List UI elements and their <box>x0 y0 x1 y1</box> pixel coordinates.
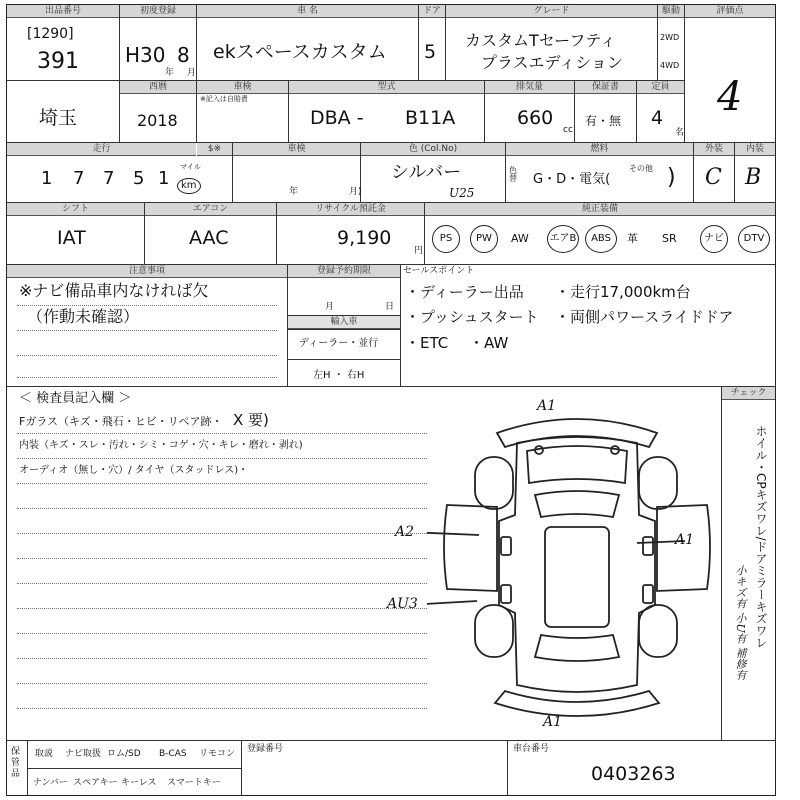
handle-side: 左H ・ 右H <box>313 370 365 381</box>
equip-sr: SR <box>662 232 677 245</box>
equipment-label: 純正装備 <box>425 203 775 216</box>
storage-item: 取説 <box>35 749 54 759</box>
fuel-value: G・D・電気( <box>533 172 611 187</box>
storage-item: キーレス <box>121 778 157 788</box>
grade-line2: プラスエディション <box>481 53 623 72</box>
inspection-label: 車検 <box>233 143 360 156</box>
color-name: シルバー <box>391 162 462 183</box>
tsuki-label: 月 <box>187 68 197 78</box>
equip-ps: PS <box>432 225 460 253</box>
exterior-value: C <box>705 165 722 190</box>
shift-value: IAT <box>57 227 86 249</box>
drive-label: 駆動 <box>658 5 684 18</box>
equip-leather: 革 <box>627 232 638 245</box>
storage-item: ナビ取扱 <box>65 749 102 759</box>
notes-line2: （作動未確認） <box>27 307 140 326</box>
doors-label: ドア <box>419 5 445 18</box>
mileage-unit-top: マイル <box>180 163 201 171</box>
ac-value: AAC <box>189 227 229 249</box>
western-year-label: 西暦 <box>120 81 196 94</box>
lot-label: 出品番号 <box>7 5 119 18</box>
inspection-tsuki: 月) <box>349 187 362 197</box>
interior-value: B <box>745 165 762 190</box>
check-label: チェック <box>722 387 775 400</box>
year-label: 初度登録 <box>120 5 196 18</box>
equip-airbag: エアB <box>547 225 579 253</box>
recycle-unit: 円 <box>414 246 424 256</box>
ac-label: エアコン <box>145 203 276 216</box>
audio-line: オーディオ（無し・穴）/ タイヤ（スタッドレス)・ <box>19 465 249 476</box>
exterior-label: 外装 <box>694 143 734 156</box>
storage-item: B-CAS <box>159 749 187 759</box>
reg-period-label: 登録予約期限 <box>288 265 400 278</box>
fuel-close: ) <box>667 165 676 190</box>
sales-point: ・走行17,000km台 <box>555 283 691 301</box>
storage-item: スペアキー <box>73 778 118 788</box>
shift-label: シフト <box>7 203 144 216</box>
color-side: 色替 <box>509 166 517 183</box>
sales-point: ・AW <box>469 334 509 352</box>
mileage-digit: 1 <box>41 168 53 189</box>
recycle-value: 9,190 <box>337 227 392 249</box>
interior-line: 内装（キズ・スレ・汚れ・シミ・コゲ・穴・キレ・磨れ・剥れ) <box>19 440 303 451</box>
mileage-digit: 1 <box>158 168 170 189</box>
check-note-2: 小キズ有 小U有 補修有 <box>734 565 747 681</box>
dealer-parallel: ディーラー・並行 <box>299 338 379 349</box>
damage-mark-right: A1 <box>675 532 695 548</box>
warranty-label: 保証書 <box>575 81 636 94</box>
fuel-other: その他 <box>629 164 653 173</box>
drive-2wd: 2WD <box>660 33 680 42</box>
sales-point: ・ディーラー出品 <box>405 283 524 301</box>
glass-line: Fガラス（キズ・飛石・ヒビ・リペア跡・ <box>19 415 223 428</box>
model-prefix: DBA - <box>310 107 364 129</box>
sales-point: ・ETC <box>405 334 449 352</box>
color-code: U25 <box>449 186 475 200</box>
period-label: 車検 <box>197 81 288 94</box>
lot-number: 391 <box>37 49 79 74</box>
damage-mark-left-front: A2 <box>395 524 415 540</box>
mileage-unit: km <box>177 178 201 194</box>
doors: 5 <box>424 41 437 63</box>
seats: 4 <box>651 107 664 129</box>
equip-navi: ナビ <box>700 225 728 253</box>
region: 埼玉 <box>39 107 78 129</box>
import-label: 輸入車 <box>288 316 400 329</box>
auction-sheet <box>6 4 776 796</box>
recycle-label: リサイクル預託金 <box>277 203 424 216</box>
model-label: 型式 <box>289 81 484 94</box>
damage-mark-front: A1 <box>537 398 557 414</box>
replace-label: $※ <box>197 143 232 156</box>
seats-label: 定員 <box>637 81 684 94</box>
western-year: 2018 <box>137 111 178 130</box>
drive-4wd: 4WD <box>660 61 680 70</box>
sales-label: セールスポイント <box>403 266 475 276</box>
color-label: 色 (Col.No) <box>361 143 505 156</box>
storage-item: スマートキー <box>167 778 221 788</box>
grade-label: グレード <box>446 5 657 18</box>
period-sub: ※記入は自賠責 <box>200 95 248 103</box>
sales-point: ・両側パワースライドドア <box>555 308 734 326</box>
equip-abs: ABS <box>585 225 617 253</box>
era-year: H30 <box>125 43 166 67</box>
reg-month: 8 <box>177 43 190 67</box>
sales-point: ・プッシュスタート <box>405 308 539 326</box>
check-note-1: ホイル・CPキズワレ/ドアミラーキズワレ <box>754 425 768 649</box>
score-value: 4 <box>717 74 743 120</box>
reg-day-label: 日 <box>385 302 395 312</box>
equip-dtv: DTV <box>738 225 770 253</box>
cc: 660 <box>517 107 554 129</box>
car-name: ekスペースカスタム <box>213 41 387 63</box>
mileage-digit: 5 <box>133 168 145 189</box>
glass-mark: X 要) <box>233 411 269 429</box>
fuel-label: 燃料 <box>506 143 693 156</box>
notes-label: 注意事項 <box>7 265 287 278</box>
reg-month-label: 月 <box>325 302 335 312</box>
nen-label: 年 <box>165 68 175 78</box>
storage-item: リモコン <box>199 749 236 759</box>
inspector-title: ＜ 検査員記入欄 ＞ <box>19 391 132 406</box>
reg-number-label: 登録番号 <box>247 744 284 754</box>
chassis-label: 車台番号 <box>513 744 550 754</box>
warranty: 有・無 <box>585 114 622 128</box>
cc-label: 排気量 <box>485 81 574 94</box>
damage-mark-rear: A1 <box>543 714 563 730</box>
car-damage-diagram <box>427 395 727 735</box>
storage-label: 保管品 <box>11 747 21 779</box>
interior-label: 内装 <box>735 143 775 156</box>
cc-unit: cc <box>563 125 573 135</box>
car-name-label: 車 名 <box>197 5 418 18</box>
mileage-digit: 7 <box>73 168 85 189</box>
grade-line1: カスタムTセーフティ <box>465 31 617 50</box>
score-label: 評価点 <box>685 5 775 18</box>
storage-item: ナンバー <box>33 778 68 788</box>
equip-pw: PW <box>470 225 498 253</box>
notes-line1: ※ナビ備品車内なければ欠 <box>19 281 209 300</box>
seats-unit: 名 <box>675 128 685 138</box>
lot-prefix: [1290] <box>27 26 74 42</box>
chassis-number: 0403263 <box>591 763 676 785</box>
mileage-digit: 7 <box>103 168 115 189</box>
damage-mark-left-rear: AU3 <box>387 596 418 612</box>
equip-aw: AW <box>511 232 529 245</box>
mileage-label: 走行 <box>7 143 196 156</box>
inspection-nen: 年 <box>289 187 299 197</box>
storage-item: ロム/SD <box>107 749 141 759</box>
model-code: B11A <box>405 107 456 129</box>
